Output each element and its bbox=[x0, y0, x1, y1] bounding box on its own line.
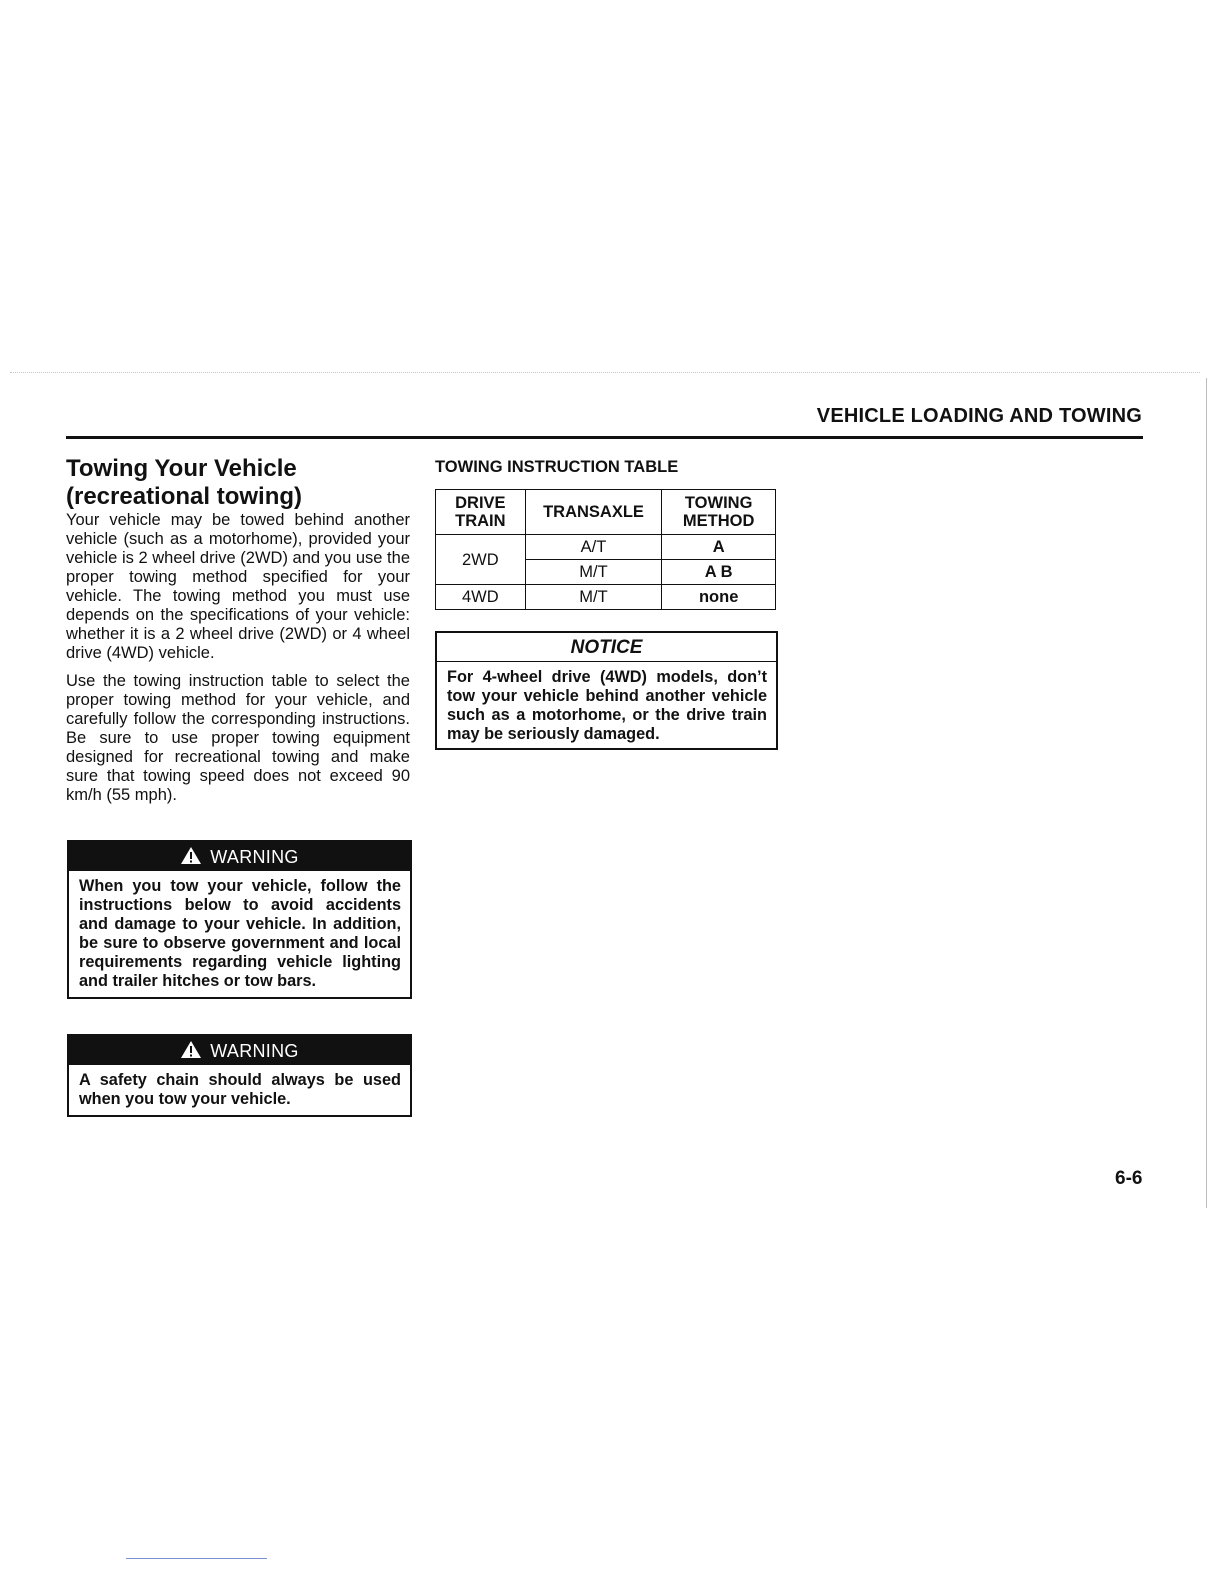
notice-box bbox=[435, 631, 778, 750]
warning-box bbox=[67, 1034, 412, 1117]
cell-drive-train: 2WD bbox=[436, 535, 526, 585]
warning-label: WARNING bbox=[210, 847, 299, 867]
instruction-paragraph: Use the towing instruction table to select the proper towing method for your vehicle, and carefully follow the corresponding instructions. Be sure to use proper towing equipment designed for recreational towing and make sure that towing speed does not exceed 90 km/h (55 mph). bbox=[66, 672, 410, 804]
title-line-1: Towing Your Vehicle bbox=[66, 455, 297, 482]
notice-header: NOTICE bbox=[437, 633, 776, 662]
header-drive-train bbox=[436, 490, 526, 535]
section-title bbox=[66, 455, 410, 511]
header-drive-train-line2: TRAIN bbox=[455, 512, 506, 530]
table-title: TOWING INSTRUCTION TABLE bbox=[435, 458, 679, 476]
table-row bbox=[436, 585, 776, 610]
cell-transaxle: M/T bbox=[525, 560, 662, 585]
warning-text: When you tow your vehicle, follow the instructions below to avoid accidents and damage to your vehicle. In addition, be sure to observe government and local requirements regarding vehicle lighting and trailer hitches or tow bars. bbox=[79, 877, 401, 990]
scan-artifact-line bbox=[10, 372, 1200, 373]
cell-transaxle: A/T bbox=[525, 535, 662, 560]
warning-label: WARNING bbox=[210, 1041, 299, 1061]
cell-method: A B bbox=[662, 560, 776, 585]
warning-triangle-icon bbox=[180, 844, 202, 875]
cell-method: A bbox=[662, 535, 776, 560]
cell-method: none bbox=[662, 585, 776, 610]
header-rule bbox=[66, 436, 1143, 439]
towing-instruction-table bbox=[435, 489, 776, 610]
title-line-2: (recreational towing) bbox=[66, 483, 303, 510]
intro-paragraph: Your vehicle may be towed behind another vehicle (such as a motorhome), provided your vehicle is 2 wheel drive (2WD) and you use the proper towing method specified for your vehicle. The towing method you must use depends on the specifications of your vehicle: whether it is a 2 wheel drive (2WD) or 4 wheel drive (4WD) vehicle. bbox=[66, 511, 410, 662]
scan-artifact-line bbox=[126, 1558, 267, 1559]
header-transaxle: TRANSAXLE bbox=[525, 490, 662, 535]
warning-text: A safety chain should always be used when you tow your vehicle. bbox=[79, 1071, 401, 1108]
section-header: VEHICLE LOADING AND TOWING bbox=[816, 405, 1142, 427]
header-towing-method bbox=[662, 490, 776, 535]
table-header-row bbox=[436, 490, 776, 535]
cell-transaxle: M/T bbox=[525, 585, 662, 610]
header-towing-method-line2: METHOD bbox=[682, 512, 755, 530]
cell-drive-train: 4WD bbox=[436, 585, 526, 610]
header-drive-train-line1: DRIVE bbox=[455, 494, 506, 512]
page-edge-line bbox=[1206, 378, 1207, 1208]
notice-text: For 4-wheel drive (4WD) models, don’t tow your vehicle behind another vehicle such as a motorhome, or the drive train may be seriously damaged. bbox=[447, 668, 767, 743]
left-column bbox=[66, 455, 410, 805]
warning-header bbox=[69, 842, 410, 871]
table-row bbox=[436, 535, 776, 560]
warning-header bbox=[69, 1036, 410, 1065]
warning-triangle-icon bbox=[180, 1038, 202, 1069]
page-number: 6-6 bbox=[1115, 1168, 1143, 1189]
header-towing-method-line1: TOWING bbox=[684, 494, 753, 512]
warning-box bbox=[67, 840, 412, 999]
